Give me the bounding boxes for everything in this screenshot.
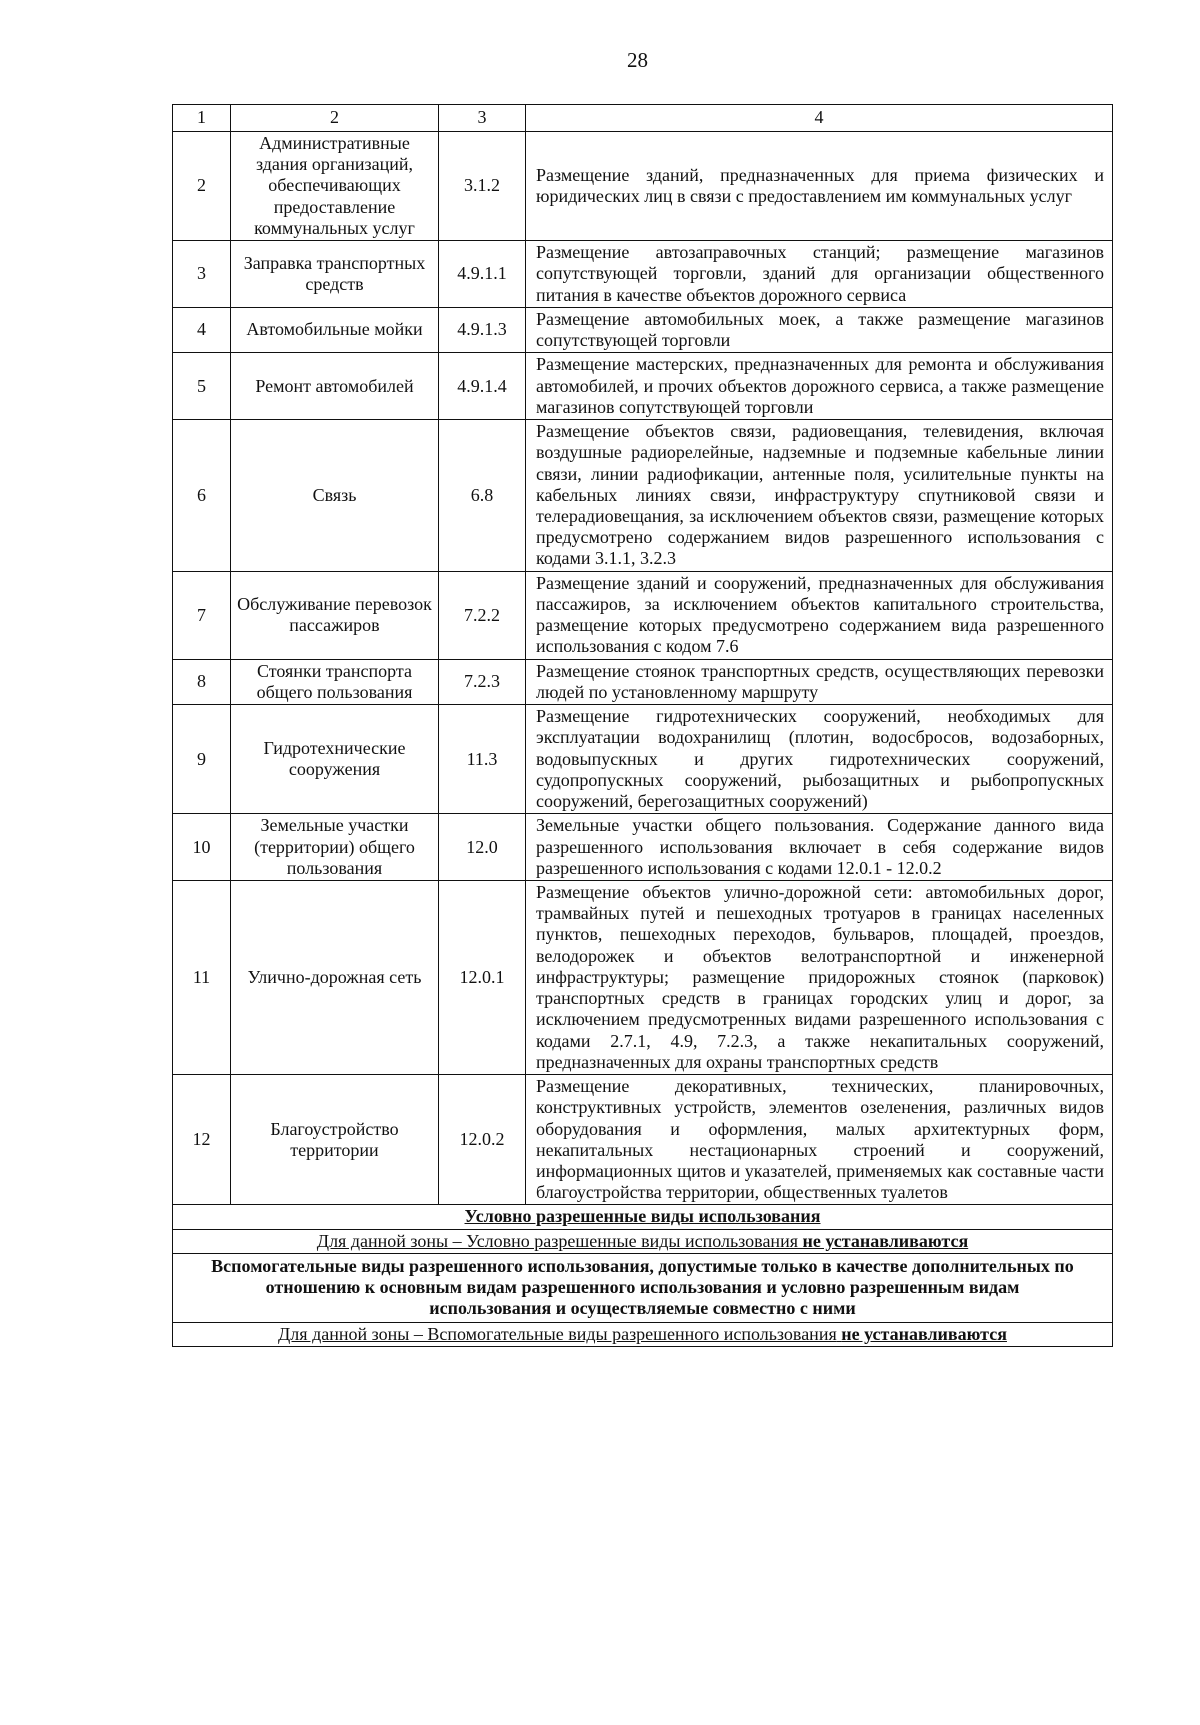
row-number: 11	[173, 880, 231, 1074]
conditional-uses-heading-row	[173, 1205, 1113, 1229]
table-row	[173, 814, 1113, 881]
use-type-description: Размещение гидротехнических сооружений, необходимых для эксплуатации водохранилищ (плотин, водосбросов, водозаборных, водовыпускных и других гидротехнических сооружений, судопропускных сооружений, рыбозащитных и рыбопропускных сооружений, берегозащитных сооружений)	[526, 705, 1113, 814]
use-type-name: Земельные участки (территории) общего пользования	[231, 814, 439, 881]
use-type-name: Административные здания организаций, обеспечивающих предоставление коммунальных услуг	[231, 132, 439, 241]
row-number: 6	[173, 420, 231, 572]
use-type-name: Ремонт автомобилей	[231, 353, 439, 420]
conditional-uses-note-text: Для данной зоны – Условно разрешенные виды использования	[316, 1230, 798, 1251]
use-type-description: Размещение объектов связи, радиовещания, телевидения, включая воздушные радиорелейные, надземные и подземные кабельные линии связи, линии радиофикации, антенные поля, усилительные пункты на кабельных линиях связи, инфраструктуру спутниковой связи и телерадиовещания, за исключением объектов связи, размещение которых предусмотрено содержанием видов разрешенного использования с кодами 3.1.1, 3.2.3	[526, 420, 1113, 572]
use-type-name: Обслуживание перевозок пассажиров	[231, 571, 439, 659]
conditional-uses-note	[173, 1229, 1113, 1253]
conditional-uses-heading: Условно разрешенные виды использования	[173, 1205, 1113, 1229]
use-type-name: Стоянки транспорта общего пользования	[231, 659, 439, 704]
use-type-description: Размещение мастерских, предназначенных для ремонта и обслуживания автомобилей, и прочих объектов дорожного сервиса, а также размещение магазинов сопутствующей торговли	[526, 353, 1113, 420]
use-type-code: 6.8	[439, 420, 526, 572]
use-type-code: 12.0.2	[439, 1075, 526, 1205]
table-row	[173, 1075, 1113, 1205]
row-number: 8	[173, 659, 231, 704]
use-type-name: Автомобильные мойки	[231, 307, 439, 352]
use-type-code: 4.9.1.3	[439, 307, 526, 352]
page-number: 28	[627, 48, 648, 72]
use-type-code: 4.9.1.1	[439, 241, 526, 308]
use-type-code: 12.0.1	[439, 880, 526, 1074]
table-row	[173, 659, 1113, 704]
use-type-name: Заправка транспортных средств	[231, 241, 439, 308]
table-row	[173, 880, 1113, 1074]
use-type-code: 11.3	[439, 705, 526, 814]
use-type-description: Размещение декоративных, технических, планировочных, конструктивных устройств, элементов озеленения, различных видов оборудования и оформления, малых архитектурных форм, некапитальных нестационарных строений и сооружений, информационных щитов и указателей, применяемых как составные части благоустройства территории, общественных туалетов	[526, 1075, 1113, 1205]
row-number: 12	[173, 1075, 231, 1205]
table-row	[173, 307, 1113, 352]
use-type-name: Улично-дорожная сеть	[231, 880, 439, 1074]
use-type-code: 3.1.2	[439, 132, 526, 241]
use-type-code: 7.2.3	[439, 659, 526, 704]
row-number: 9	[173, 705, 231, 814]
header-cell: 4	[526, 105, 1113, 132]
row-number: 2	[173, 132, 231, 241]
use-type-code: 12.0	[439, 814, 526, 881]
land-use-table	[172, 104, 1113, 1347]
table-row	[173, 241, 1113, 308]
auxiliary-uses-note-text: Для данной зоны – Вспомогательные виды разрешенного использования	[278, 1323, 837, 1344]
row-number: 7	[173, 571, 231, 659]
table-row	[173, 705, 1113, 814]
use-type-description: Размещение зданий и сооружений, предназначенных для обслуживания пассажиров, за исключением объектов капитального строительства, размещение которых предусмотрено содержанием вида разрешенного использования с кодом 7.6	[526, 571, 1113, 659]
row-number: 3	[173, 241, 231, 308]
auxiliary-uses-heading: Вспомогательные виды разрешенного использования, допустимые только в качестве дополнительных по отношению к основным видам разрешенного использования и условно разрешенным видам использования и осуществляемые совместно с ними	[173, 1253, 1113, 1322]
use-type-name: Благоустройство территории	[231, 1075, 439, 1205]
conditional-uses-note-row	[173, 1229, 1113, 1253]
header-cell: 3	[439, 105, 526, 132]
row-number: 10	[173, 814, 231, 881]
header-row	[173, 105, 1113, 132]
auxiliary-uses-note	[173, 1322, 1113, 1346]
use-type-code: 4.9.1.4	[439, 353, 526, 420]
use-type-code: 7.2.2	[439, 571, 526, 659]
row-number: 5	[173, 353, 231, 420]
header-cell: 2	[231, 105, 439, 132]
use-type-name: Гидротехнические сооружения	[231, 705, 439, 814]
header-cell: 1	[173, 105, 231, 132]
use-type-name: Связь	[231, 420, 439, 572]
row-number: 4	[173, 307, 231, 352]
auxiliary-uses-note-row	[173, 1322, 1113, 1346]
auxiliary-uses-heading-row	[173, 1253, 1113, 1322]
table-row	[173, 420, 1113, 572]
use-type-description: Размещение автомобильных моек, а также размещение магазинов сопутствующей торговли	[526, 307, 1113, 352]
use-type-description: Размещение автозаправочных станций; размещение магазинов сопутствующей торговли, зданий для организации общественного питания в качестве объектов дорожного сервиса	[526, 241, 1113, 308]
use-type-description: Размещение стоянок транспортных средств, осуществляющих перевозки людей по установленному маршруту	[526, 659, 1113, 704]
use-type-description: Размещение зданий, предназначенных для приема физических и юридических лиц в связи с предоставлением им коммунальных услуг	[526, 132, 1113, 241]
use-type-description: Земельные участки общего пользования. Содержание данного вида разрешенного использования включает в себя содержание видов разрешенного использования с кодами 12.0.1 - 12.0.2	[526, 814, 1113, 881]
use-type-description: Размещение объектов улично-дорожной сети: автомобильных дорог, трамвайных путей и пешеходных тротуаров в границах населенных пунктов, пешеходных переходов, бульваров, площадей, проездов, велодорожек и объектов велотранспортной и инженерной инфраструктуры; размещение придорожных стоянок (парковок) транспортных средств в границах городских улиц и дорог, за исключением предусмотренных видами разрешенного использования с кодами 2.7.1, 4.9, 7.2.3, а также некапитальных сооружений, предназначенных для охраны транспортных средств	[526, 880, 1113, 1074]
table-row	[173, 571, 1113, 659]
table-row	[173, 353, 1113, 420]
table-row	[173, 132, 1113, 241]
auxiliary-uses-note-emphasis: не устанавливаются	[841, 1323, 1007, 1344]
conditional-uses-note-emphasis: не устанавливаются	[802, 1230, 969, 1251]
